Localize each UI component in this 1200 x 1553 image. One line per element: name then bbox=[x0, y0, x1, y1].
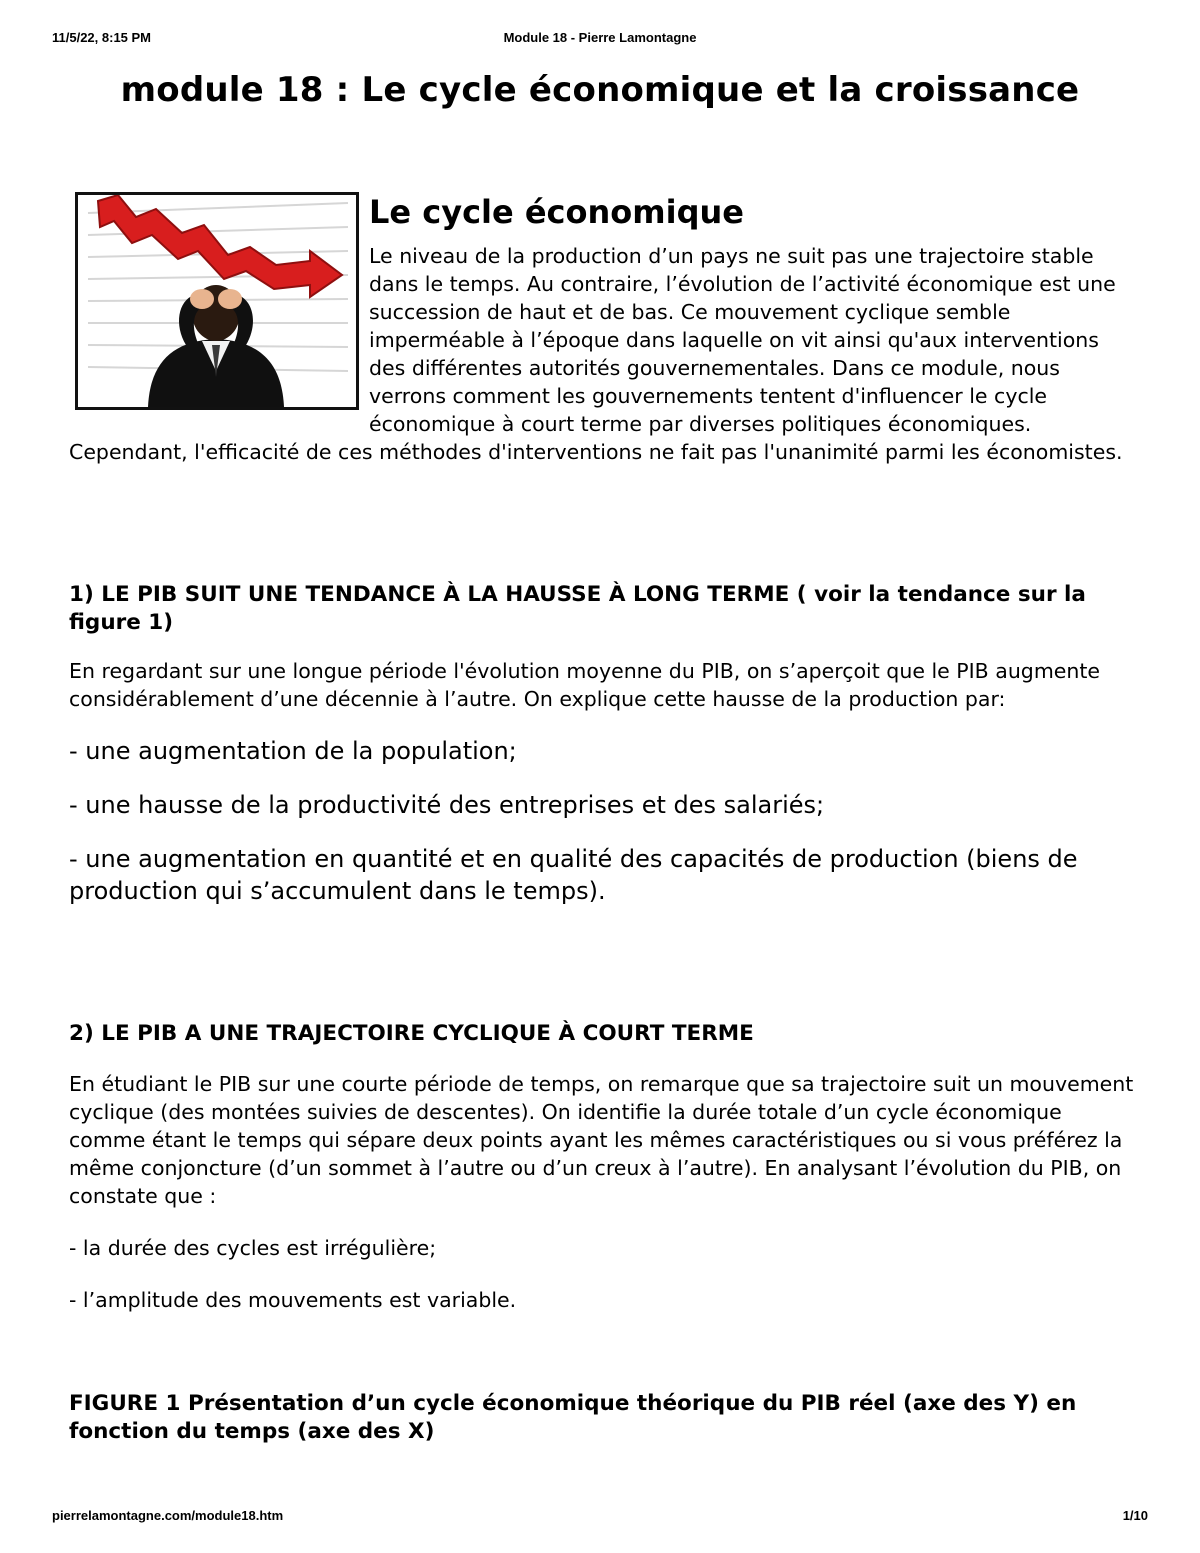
section-1-heading: 1) LE PIB SUIT UNE TENDANCE À LA HAUSSE À LONG TERME ( voir la tendance sur la figure 1) bbox=[69, 582, 1086, 635]
print-doc-title: Module 18 - Pierre Lamontagne bbox=[503, 30, 697, 45]
print-footer bbox=[52, 1508, 1148, 1528]
print-header bbox=[52, 30, 1148, 50]
figure-1 bbox=[69, 1390, 1144, 1446]
section-2-bullet: - l’amplitude des mouvements est variable. bbox=[69, 1288, 517, 1312]
section-1-bullet: - une augmentation en quantité et en qualité des capacités de production (biens de production qui s’accumulent dans le temps). bbox=[69, 845, 1078, 905]
page-title: module 18 : Le cycle économique et la croissance bbox=[120, 70, 1080, 110]
section-2 bbox=[69, 1020, 1144, 1314]
section-1-bullet: - une hausse de la productivité des entreprises et des salariés; bbox=[69, 791, 825, 819]
section-cycle-paragraph: Le niveau de la production d’un pays ne suit pas une trajectoire stable dans le temps. Au contraire, l’évolution de l’activité économique est une succession de haut et de bas. Ce mouvement cyclique semble imperméable à l’époque dans laquelle on vit ainsi qu'aux interventions des différentes autorités gouvernementales. Dans ce module, nous verrons comment les gouvernements tentent d'influencer le cycle économique à court terme par diverses politiques économiques. Cependant, l'efficacité de ces méthodes d'interventions ne fait pas l'unanimité parmi les économistes. bbox=[69, 244, 1123, 464]
section-1 bbox=[69, 581, 1144, 907]
section-1-paragraph: En regardant sur une longue période l'évolution moyenne du PIB, on s’aperçoit que le PIB augmente considérablement d’une décennie à l’autre. On explique cette hausse de la production par: bbox=[69, 659, 1101, 711]
section-1-bullet: - une augmentation de la population; bbox=[69, 737, 517, 765]
section-2-bullet: - la durée des cycles est irrégulière; bbox=[69, 1236, 437, 1260]
print-url: pierrelamontagne.com/module18.htm bbox=[52, 1508, 284, 1523]
figure-1-title: FIGURE 1 Présentation d’un cycle économique théorique du PIB réel (axe des Y) en fonction du temps (axe des X) bbox=[69, 1391, 1077, 1444]
section-2-paragraph: En étudiant le PIB sur une courte période de temps, on remarque que sa trajectoire suit un mouvement cyclique (des montées suivies de descentes). On identifie la durée totale d’un cycle économique comme étant le temps qui sépare deux points ayant les mêmes caractéristiques ou si vous préférez la même conjoncture (d’un sommet à l’autre ou d’un creux à l’autre). En analysant l’évolution du PIB, on constate que : bbox=[69, 1072, 1134, 1208]
print-page-number: 1/10 bbox=[1122, 1508, 1148, 1523]
print-date: 11/5/22, 8:15 PM bbox=[52, 30, 152, 45]
section-2-heading: 2) LE PIB A UNE TRAJECTOIRE CYCLIQUE À COURT TERME bbox=[69, 1021, 754, 1046]
section-cycle bbox=[69, 192, 1139, 466]
falling-chart-illustration-icon bbox=[75, 192, 359, 410]
section-cycle-heading: Le cycle économique bbox=[369, 193, 744, 231]
